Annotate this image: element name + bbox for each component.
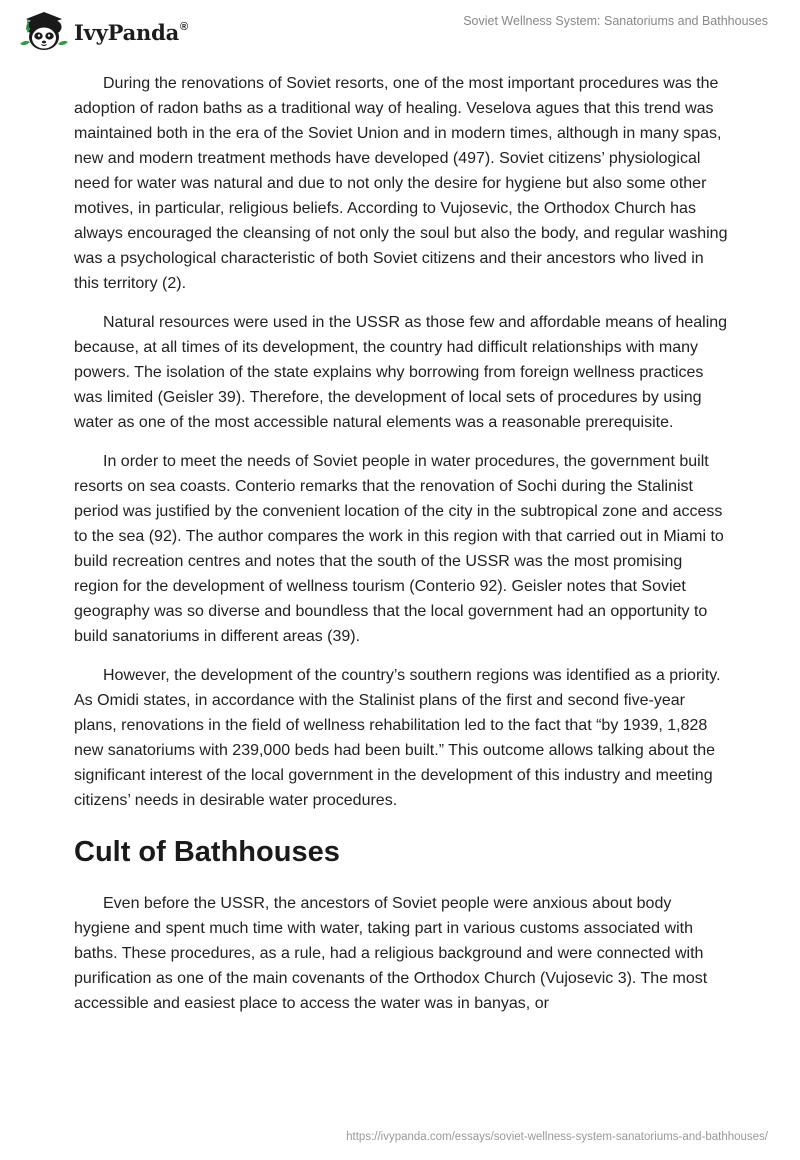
brand-name: IvyPanda® bbox=[74, 19, 188, 45]
paragraph: In order to meet the needs of Soviet people in water procedures, the government built resorts on sea coasts. Conterio remarks that the renovation of Sochi during the Stalinist period was justified by the convenient location of the city in the subtropical zone and access to the sea (92). The author compares the work in this region with that carried out in Miami to build recreation centres and notes that the south of the USSR was the most promising region for the development of wellness tourism (Conterio 92). Geisler notes that Soviet geography was so diverse and boundless that the local government had an opportunity to build sanatoriums in different areas (39). bbox=[74, 453, 724, 645]
paragraph: Natural resources were used in the USSR as those few and affordable means of healing because, at all times of its development, the country had difficult relationships with many powers. The isolation of the state explains why borrowing from foreign wellness practices was limited (Geisler 39). Therefore, the development of local sets of procedures by using water as one of the most accessible natural elements was a reasonable prerequisite. bbox=[74, 314, 728, 431]
essay-body bbox=[74, 71, 728, 1030]
section-heading: Cult of Bathhouses bbox=[74, 836, 340, 868]
paragraph: Even before the USSR, the ancestors of Soviet people were anxious about body hygiene and spent much time with water, taking part in various customs associated with baths. These procedures, as a rule, had a religious background and were connected with purification as one of the main covenants of the Orthodox Church (Vujosevic 3). The most accessible and easiest place to access the water was in banyas, or bbox=[74, 895, 708, 1012]
page-header bbox=[0, 0, 800, 64]
registered-mark: ® bbox=[180, 20, 188, 33]
paragraph: During the renovations of Soviet resorts, one of the most important procedures was the adoption of radon baths as a traditional way of healing. Veselova agues that this trend was maintained both in the era of the Soviet Union and in modern times, although in many spas, new and modern treatment methods have developed (497). Soviet citizens’ physiological need for water was natural and due to not only the desire for hygiene but also some other motives, in particular, religious beliefs. According to Vujosevic, the Orthodox Church has always encouraged the cleansing of not only the soul but also the body, and regular washing was a psychological characteristic of both Soviet citizens and their ancestors who lived in this territory (2). bbox=[74, 75, 728, 292]
paragraph: However, the development of the country’s southern regions was identified as a priority. As Omidi states, in accordance with the Stalinist plans of the first and second five-year plans, renovations in the field of wellness rehabilitation led to the fact that “by 1939, 1,828 new sanatoriums with 239,000 beds had been built.” This outcome allows talking about the significant interest of the local government in the development of this industry and meeting citizens’ needs in desirable water procedures. bbox=[74, 667, 721, 809]
panda-graduate-icon bbox=[14, 6, 72, 54]
document-title: Soviet Wellness System: Sanatoriums and Bathhouses bbox=[463, 14, 768, 28]
source-url[interactable]: https://ivypanda.com/essays/soviet-wellness-system-sanatoriums-and-bathhouses/ bbox=[346, 1131, 768, 1143]
ivypanda-logo[interactable] bbox=[14, 6, 188, 54]
